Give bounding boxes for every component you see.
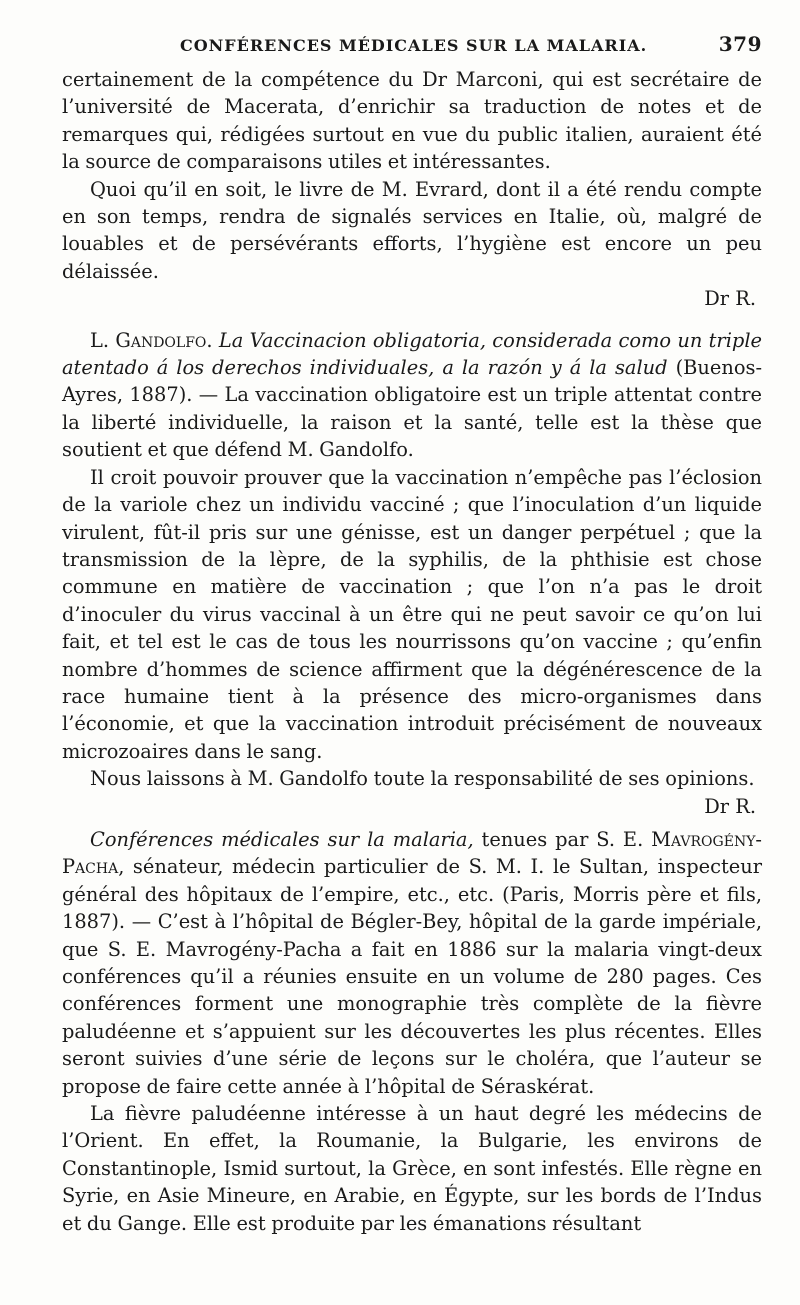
paragraph-evrard: Quoi qu’il en soit, le livre de M. Evrard, dont il a été rendu compte en son temps, rendra de signalés services en Italie, où, malgré de louables et de persévérants efforts, l’hygiène est encore un peu délaissée. xyxy=(62,177,762,283)
review-book-title: Conférences médicales sur la malaria, xyxy=(90,827,474,851)
review-gandolfo xyxy=(62,327,762,464)
review-author: L. Gandolfo. xyxy=(90,328,213,352)
paragraph-gandolfo-claims: Il croit pouvoir prouver que la vaccination n’empêche pas l’éclosion de la variole chez un individu vacciné ; que l’inoculation d’un liquide virulent, fût-il pris sur une génisse, est un danger perpétuel ; que la transmission de la lèpre, de la syphilis, de la phthisie est chose commune en matière de vaccination ; que l’on n’a pas le droit d’inoculer du virus vaccinal à un être qui ne peut savoir ce qu’on lui fait, et tel est le cas de tous les nourrissons qu’on vaccine ; qu’enfin nombre d’hommes de science affirment que la dégénérescence de la race humaine tient à la présence des micro-organismes dans l’économie, et que la vaccination introduit précisément de nouveaux microzoaires dans le sang. xyxy=(62,465,762,763)
review-body: , sénateur, médecin particulier de S. M. I. le Sultan, inspecteur général des hôpitaux de l’empire, etc., etc. (Paris, Morris père et fils, 1887). — C’est à l’hôpital de Bégler-Bey, hôpital de la garde impériale, que S. E. Mavrogény-Pacha a fait en 1886 sur la malaria vingt-deux conférences qu’il a réunies ensuite en un volume de 280 pages. Ces conférences forment une monographie très complète de la fièvre paludéenne et s’appuient sur les découvertes les plus récentes. Elles seront suivies d’une série de leçons sur le choléra, que l’auteur se propose de faire cette année à l’hôpital de Séraskérat. xyxy=(62,855,762,1098)
signature-1 xyxy=(62,285,762,312)
running-header xyxy=(62,32,762,56)
paragraph-continuation: certainement de la compétence du Dr Marconi, qui est secrétaire de l’université de Macerata, d’enrichir sa traduction de notes et de remarques qui, rédigées surtout en vue du public italien, auraient été la source de comparaisons utiles et intéressantes. xyxy=(62,68,762,174)
page-number: 379 xyxy=(718,32,762,56)
running-title: CONFÉRENCES MÉDICALES SUR LA MALARIA. xyxy=(180,36,648,55)
signature-text: Dr R. xyxy=(704,287,756,311)
signature-2 xyxy=(62,793,762,820)
review-body: (Buenos-Ayres, 1887). — La vaccination obligatoire est un triple attentat contre la liberté individuelle, la raison et la santé, telle est la thèse que soutient et que défend M. Gandolfo. xyxy=(62,356,763,462)
review-malaria: Conférences médicales sur la malaria, tenues par S. E. Mavrogény-Pacha, sénateur, médecin particulier de S. M. I. le Sultan, inspecteur général des hôpitaux de l’empire, etc., etc. (Paris, Morris père et fils, 1887). — C’est à l’hôpital de Bégler-Bey, hôpital de la garde impériale, que S. E. Mavrogény-Pacha a fait en 1886 sur la malaria vingt-deux conférences qu’il a réunies ensuite en un volume de 280 pages. Ces conférences forment une monographie très complète de la fièvre paludéenne et s’appuient sur les découvertes les plus récentes. Elles seront suivies d’une série de leçons sur le choléra, que l’auteur se propose de faire cette année à l’hôpital de Séraskérat. xyxy=(62,827,762,1098)
paragraph-responsibility: Nous laissons à M. Gandolfo toute la responsabilité de ses opinions. xyxy=(90,767,755,791)
signature-text: Dr R. xyxy=(704,794,756,818)
review-book-title: La Vaccinacion obligatoria, considerada como un triple atentado á los derechos individuales, a la razón y á la salud xyxy=(62,328,762,380)
paragraph-fievre: La fièvre paludéenne intéresse à un haut degré les médecins de l’Orient. En effet, la Roumanie, la Bulgarie, les environs de Constantinople, Ismid surtout, la Grèce, en sont infestés. Elle règne en Syrie, en Asie Mineure, en Arabie, en Égypte, sur les bords de l’Indus et du Gange. Elle est produite par les émanations résultant xyxy=(62,1102,762,1235)
review-author: Mavrogény-Pacha xyxy=(62,827,762,879)
